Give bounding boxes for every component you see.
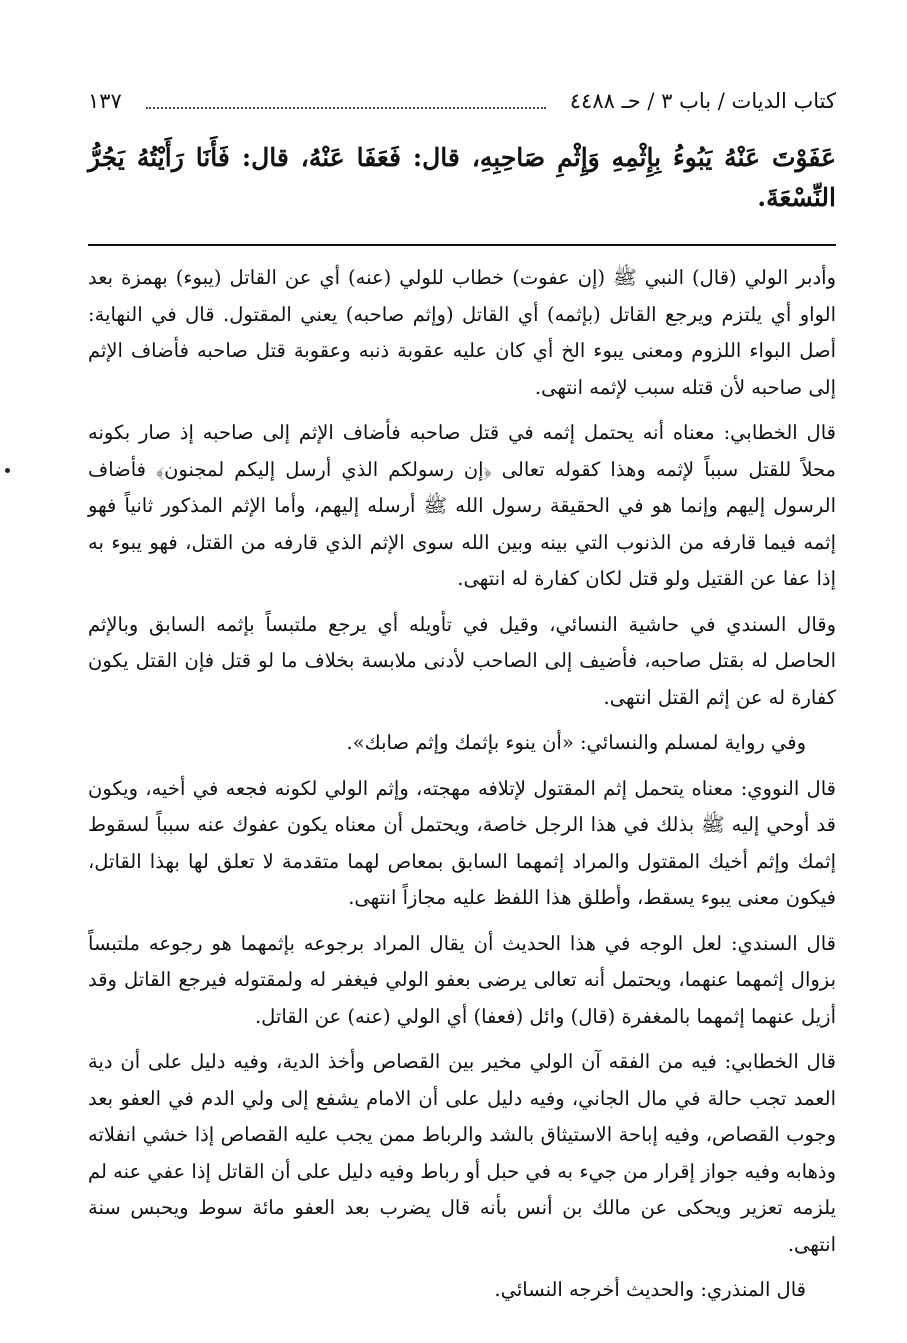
commentary-paragraph: وأدبر الولي (قال) النبي ﷺ (إن عفوت) خطاب للولي (عنه) أي عن القاتل (يبوء) بهمزة بعد الواو أي يلتزم ويرجع القاتل (بإثمه) أي القاتل (وإثم صاحبه) يعني المقتول. قال في النهاية: أصل البواء اللزوم ومعنى يبوء الخ أي كان عليه عقوبة ذنبه وعقوبة قتل صاحبه فأضاف الإثم إلى صاحبه لأن قتله سبب لإثمه انتهى. [88,266,836,399]
separator-rule [88,244,836,246]
running-title: كتاب الديات / باب ٣ / حـ ٤٤٨٨ [569,89,836,113]
hadith-text: عَفَوْتَ عَنْهُ يَبُوءُ بِإِثْمِهِ وَإِثْمِ صَاحِبِهِ، قال: فَعَفَا عَنْهُ، قال: فَأَنَا رَأَيْتُهُ يَجُرُّ النِّسْعَةَ. [88,143,836,212]
dotted-leader [146,93,546,109]
commentary-paragraph: قال الخطابي: معناه أنه يحتمل إثمه في قتل صاحبه فأضاف الإثم إلى صاحبه إذ صار بكونه محلاً للقتل سبباً لإثمه وهذا كقوله تعالى ﴿إن رسولكم الذي أرسل إليكم لمجنون﴾ فأضاف الرسول إليهم وإنما هو في الحقيقة رسول الله ﷺ أرسله إليهم، وأما الإثم المذكور ثانياً فهو إثمه فيما قارفه من الذنوب التي بينه وبين الله سوى الإثم الذي قارفه من القتل، فهو يبوء به إذا عفا عن القتيل ولو قتل لكان كفارة له انتهى. [88,421,836,590]
commentary [88,260,836,1309]
margin-mark [5,468,10,473]
page [88,86,836,1318]
page-number: ١٣٧ [88,89,122,113]
running-header [88,86,836,116]
commentary-paragraph: قال المنذري: والحديث أخرجه النسائي. [494,1278,806,1301]
commentary-paragraph: وفي رواية لمسلم والنسائي: «أن ينوء بإثمك وإثم صابك». [346,731,806,754]
commentary-paragraph: قال الخطابي: فيه من الفقه آن الولي مخير بين القصاص وأخذ الدية، وفيه دليل على أن دية العمد تجب حالة في مال الجاني، وفيه دليل على أن الامام يشفع إلى ولي الدم في العفو بعد وجوب القصاص، وفيه إباحة الاستيثاق بالشد والرباط ممن يجب عليه القصاص إذا خشي انفلاته وذهابه وفيه جواز إقرار من جيء به في حبل أو رباط وفيه دليل على أن القاتل إذا عفي عنه لم يلزمه تعزير ويحكى عن مالك بن أنس بأنه قال يضرب بعد العفو مائة سوط ويحبس سنة انتهى. [88,1050,836,1256]
commentary-paragraph: وقال السندي في حاشية النسائي، وقيل في تأويله أي يرجع ملتبساً بإثمه السابق وبالإثم الحاصل له بقتل صاحبه، فأضيف إلى الصاحب لأدنى ملابسة بخلاف ما لو قتل فإن القتل يكون كفارة له عن إثم القتل انتهى. [88,612,836,709]
commentary-paragraph: قال النووي: معناه يتحمل إثم المقتول لإتلافه مهجته، وإثم الولي لكونه فجعه في أخيه، ويكون قد أوحي إليه ﷺ بذلك في هذا الرجل خاصة، ويحتمل أن معناه يكون عفوك عنه سبباً لسقوط إثمك وإثم أخيك المقتول والمراد إثمهما السابق بمعاص لهما متقدمة لا تعلق لها بهذا القاتل، فيكون معنى يبوء يسقط، وأطلق هذا اللفظ عليه مجازاً انتهى. [88,776,836,909]
commentary-paragraph: قال السندي: لعل الوجه في هذا الحديث أن يقال المراد برجوعه بإثمهما هو رجوعه ملتبساً بزوال إثمهما عنهما، ويحتمل أنه تعالى يرضى بعفو الولي فيغفر له ولمقتوله فيرجع القاتل وقد أزيل عنهما إثمهما بالمغفرة (قال) وائل (فعفا) أي الولي (عنه) عن القاتل. [88,931,836,1028]
